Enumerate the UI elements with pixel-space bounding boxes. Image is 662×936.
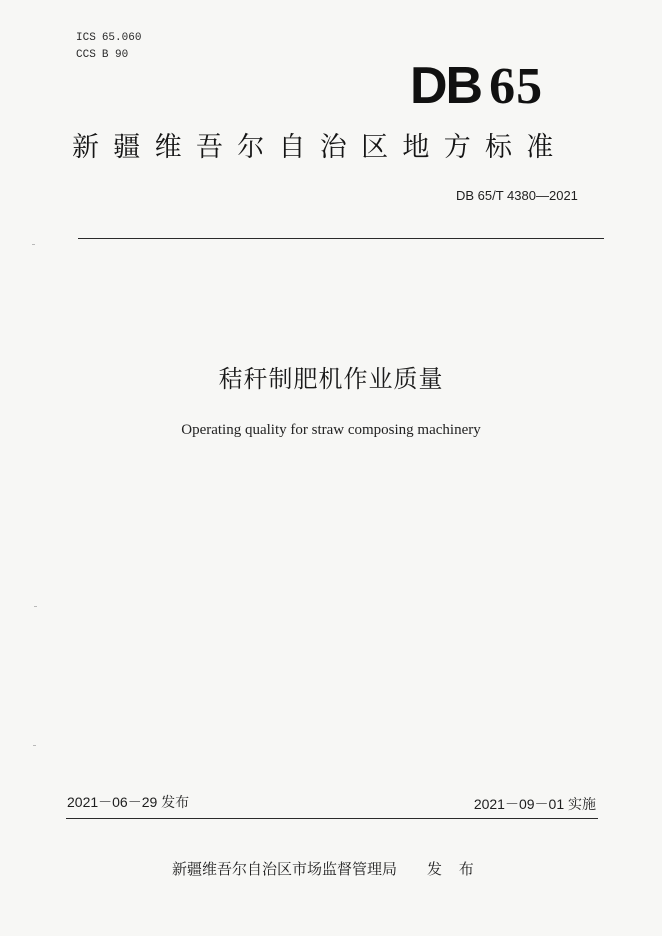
document-title-chinese: 秸秆制肥机作业质量: [218, 365, 444, 393]
ics-value: 65.060: [101, 32, 142, 44]
issue-date: 2021－06－29 发布: [67, 794, 190, 810]
implementation-date: 2021－09－01 实施: [473, 796, 596, 812]
footer-divider: [66, 818, 598, 819]
logo-prefix: DB: [410, 57, 482, 115]
issuing-authority: 新疆维吾尔自治区市场监督管理局: [172, 860, 398, 878]
scan-speck: [33, 745, 36, 746]
standard-number: DB 65/T 4380—2021: [456, 188, 578, 203]
document-title-english: Operating quality for straw composing machinery: [181, 422, 481, 438]
db-standard-logo: [410, 56, 543, 117]
ics-code: [76, 30, 141, 47]
header-divider: [78, 238, 604, 239]
issuing-authority-line: [172, 858, 480, 880]
logo-number: 65: [489, 58, 544, 115]
standard-type-heading: 新疆维吾尔自治区地方标准: [72, 132, 568, 163]
ccs-label: CCS: [76, 49, 96, 61]
ics-label: ICS: [76, 32, 96, 44]
classification-codes: [76, 30, 141, 64]
scan-speck: [34, 606, 37, 607]
ccs-value: B 90: [101, 49, 129, 61]
scan-speck: [32, 244, 35, 245]
ccs-code: [76, 47, 141, 64]
issue-action: 发 布: [427, 860, 480, 878]
